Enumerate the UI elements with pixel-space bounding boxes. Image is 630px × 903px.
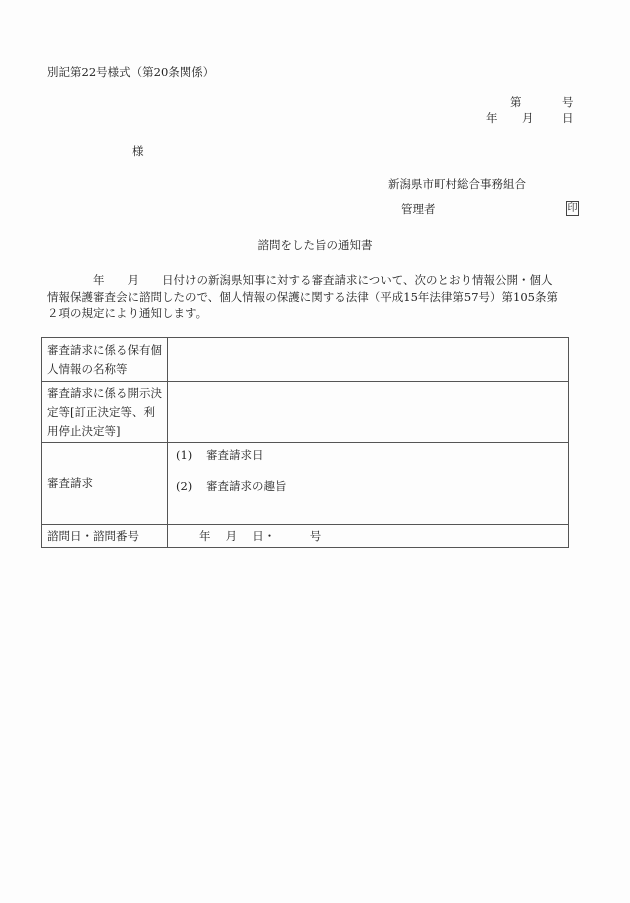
table-row-disclosure-decision [42,382,569,443]
row-value-field[interactable] [168,525,569,548]
document-number-suffix: 号 [562,95,574,109]
table-row-personal-info-name [42,338,569,382]
review-request-purpose-item [176,478,287,494]
document-title: 諮問をした旨の通知書 [257,238,373,252]
row-label: 審査請求 [42,443,168,525]
item-text: 審査請求日 [206,448,264,462]
date-year-label: 年 [486,111,498,125]
row-label: 審査請求に係る開示決定等[訂正決定等、利用停止決定等] [42,382,168,443]
addressee-honorific: 様 [132,144,144,158]
row-value-field[interactable] [168,338,569,382]
item-number: (2) [176,479,193,493]
body-line-1: 年 月 日付けの新潟県知事に対する審査請求について、次のとおり情報公開・個人 [47,273,553,287]
date-day-label: 日 [562,111,574,125]
item-text: 審査請求の趣旨 [206,479,287,493]
body-line-2: 情報保護審査会に諮問したので、個人情報の保護に関する法律（平成15年法律第57号）第105条第 [47,289,558,304]
body-line-3: ２項の規定により通知します。 [47,306,208,320]
row-label: 審査請求に係る保有個人情報の名称等 [42,338,168,382]
form-identifier: 別記第22号様式（第20条関係） [47,65,215,79]
row-value-field[interactable] [168,382,569,443]
sender-organization: 新潟県市町村総合事務組合 [388,177,526,191]
table-row-review-request [42,443,569,525]
review-request-date-item [176,447,264,463]
document-number-prefix: 第 [510,95,522,109]
notification-body [47,272,587,322]
seal-stamp-icon: 印 [567,203,578,214]
item-number: (1) [176,448,193,462]
inquiry-date-number-template: 年 月 日・ 号 [199,529,322,543]
notification-form-table [41,337,569,548]
row-value-field[interactable] [168,443,569,525]
sender-title: 管理者 [401,202,436,216]
date-month-label: 月 [522,111,534,125]
row-label: 諮問日・諮問番号 [42,525,168,548]
table-row-inquiry-date-number [42,525,569,548]
